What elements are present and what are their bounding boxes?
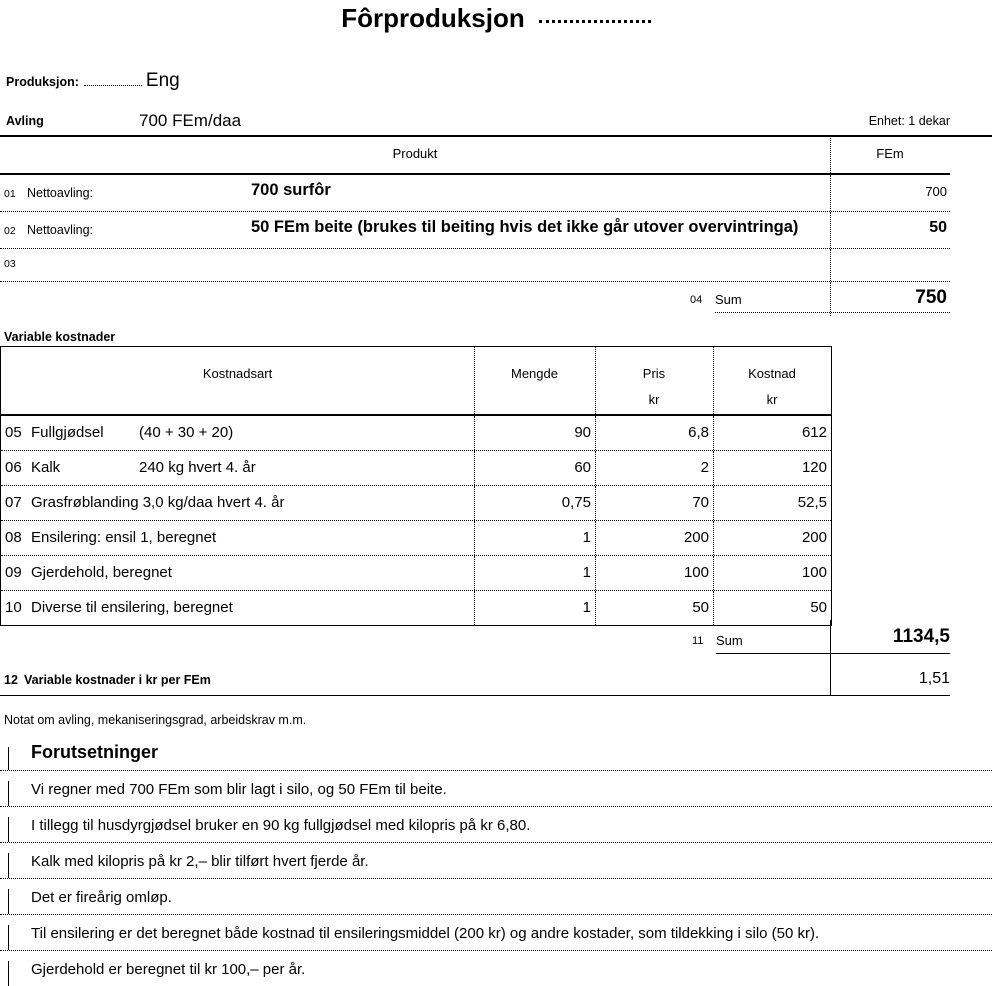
cost-row (1, 451, 831, 486)
document-header (0, 0, 992, 39)
cost-row-name: Diverse til ensilering, beregnet (31, 599, 233, 616)
page-title: Fôrproduksjon (341, 3, 525, 33)
column-unit-pris: kr (648, 392, 660, 407)
cost-row-name: Fullgjødsel (31, 424, 104, 441)
row-number: 02 (4, 225, 16, 237)
cost-row-number: 08 (5, 529, 22, 546)
cost-row-kostnad: 612 (801, 424, 827, 441)
column-header-kostnadsart: Kostnadsart (202, 366, 273, 381)
assumption-item (0, 915, 992, 951)
row-value-fem: 50 (929, 219, 947, 236)
cost-row (1, 556, 831, 591)
product-table-header (0, 135, 950, 175)
cost-row-number: 05 (5, 424, 22, 441)
cost-table-header (1, 347, 831, 416)
assumption-item (0, 843, 992, 879)
cost-row-number: 07 (5, 494, 22, 511)
table-row (0, 212, 950, 249)
assumption-text: I tillegg til husdyrgjødsel bruker en 90 kg fullgjødsel med kilopris på kr 6,80. (31, 817, 531, 834)
product-sum-row (0, 282, 950, 316)
production-row (6, 70, 986, 96)
yield-label: Avling (6, 114, 44, 128)
cost-per-fem-value: 1,51 (918, 670, 950, 687)
yield-value: 700 FEm/daa (139, 111, 242, 130)
production-value: Eng (145, 70, 180, 91)
table-row (0, 175, 950, 212)
assumption-item (0, 771, 992, 807)
row-label: Nettoavling: (27, 186, 94, 200)
cost-row-name: Grasfrøblanding 3,0 kg/daa hvert 4. år (31, 494, 285, 511)
cost-per-fem-number: 12 (4, 673, 18, 687)
sum-underline (715, 312, 950, 313)
sum-label: Sum (715, 292, 742, 307)
cost-row (1, 521, 831, 556)
cost-row (1, 591, 831, 626)
cost-row (1, 416, 831, 451)
cost-row-name: Ensilering: ensil 1, beregnet (31, 529, 217, 546)
assumption-item (0, 807, 992, 843)
cost-per-fem-label: Variable kostnader i kr per FEm (24, 673, 211, 687)
cost-row-number: 10 (5, 599, 22, 616)
column-header-kostnad: Kostnad (748, 366, 796, 381)
column-header-produkt: Produkt (392, 146, 438, 161)
cost-row-number: 09 (5, 564, 22, 581)
variable-costs-title: Variable kostnader (4, 330, 116, 344)
row-label: Nettoavling: (27, 223, 94, 237)
notes-intro: Notat om avling, mekaniseringsgrad, arbeidskrav m.m. (4, 713, 307, 727)
cost-row-pris: 100 (683, 564, 709, 581)
cost-row-kostnad: 100 (801, 564, 827, 581)
row-value-fem: 700 (925, 184, 947, 199)
left-tick (8, 853, 9, 878)
row-description: 50 FEm beite (brukes til beiting hvis det ikke går utover overvintringa) (251, 218, 799, 236)
yield-row (0, 112, 992, 137)
assumption-text: Til ensilering er det beregnet både kostnad til ensileringsmiddel (200 kr) og andre kostader, som tildekking i silo (50 kr). (31, 925, 820, 942)
assumption-text: Kalk med kilopris på kr 2,– blir tilført hvert fjerde år. (31, 853, 369, 870)
cost-row-name: Gjerdehold, beregnet (31, 564, 172, 581)
cost-table (0, 346, 832, 626)
left-tick (8, 889, 9, 914)
cost-row-kostnad: 120 (801, 459, 827, 476)
cost-row-detail: (40 + 30 + 20) (139, 424, 234, 441)
cost-row-name: Kalk (31, 459, 61, 476)
left-tick (8, 781, 9, 806)
assumption-item (0, 879, 992, 915)
column-header-fem: FEm (876, 146, 904, 161)
cost-row-pris: 50 (692, 599, 709, 616)
product-table (0, 135, 950, 316)
column-header-pris: Pris (642, 366, 666, 381)
assumptions-section (0, 737, 992, 986)
cost-row-pris: 70 (692, 494, 709, 511)
left-tick (8, 817, 9, 842)
row-column-divider (830, 249, 831, 281)
table-row (0, 249, 950, 282)
assumption-text: Det er fireårig omløp. (31, 889, 172, 906)
cost-row-mengde: 90 (574, 424, 591, 441)
left-tick (8, 925, 9, 950)
left-tick (8, 961, 9, 986)
unit-note: Enhet: 1 dekar (868, 114, 950, 128)
left-tick (8, 747, 9, 770)
cost-row-mengde: 0,75 (561, 494, 591, 511)
cost-row-detail: 240 kg hvert 4. år (139, 459, 256, 476)
cost-per-fem-row (0, 662, 950, 696)
cost-row (1, 486, 831, 521)
cost-row-pris: 200 (683, 529, 709, 546)
cost-sum-number: 11 (692, 635, 704, 647)
assumptions-heading: Forutsetninger (31, 742, 159, 762)
assumptions-heading-row (0, 737, 992, 771)
column-unit-kostnad: kr (766, 392, 778, 407)
sum-number: 04 (690, 294, 703, 306)
sum-value: 750 (915, 287, 947, 308)
cost-row-kostnad: 50 (810, 599, 827, 616)
assumption-item (0, 951, 992, 986)
cost-row-mengde: 1 (582, 529, 591, 546)
title-dotted-fill (539, 20, 651, 23)
assumption-text: Gjerdehold er beregnet til kr 100,– per år. (31, 961, 306, 978)
production-dotted-fill (84, 85, 142, 86)
row-number: 03 (4, 258, 16, 270)
cost-sum-row (0, 622, 992, 658)
cost-row-mengde: 1 (582, 564, 591, 581)
cost-row-mengde: 1 (582, 599, 591, 616)
cost-row-kostnad: 52,5 (797, 494, 827, 511)
cost-row-mengde: 60 (574, 459, 591, 476)
assumption-text: Vi regner med 700 FEm som blir lagt i silo, og 50 FEm til beite. (31, 781, 447, 798)
row-number: 01 (4, 188, 16, 200)
cost-row-pris: 2 (700, 459, 709, 476)
cost-sum-label: Sum (716, 633, 743, 648)
row-description: 700 surfôr (251, 181, 331, 199)
cost-sum-value-underline (831, 653, 950, 654)
cost-sum-underline (716, 653, 830, 654)
column-header-mengde: Mengde (511, 366, 558, 381)
cost-row-kostnad: 200 (801, 529, 827, 546)
cost-row-pris: 6,8 (688, 424, 709, 441)
cost-sum-value: 1134,5 (892, 626, 950, 647)
cost-row-number: 06 (5, 459, 22, 476)
production-label: Produksjon: (6, 75, 79, 89)
